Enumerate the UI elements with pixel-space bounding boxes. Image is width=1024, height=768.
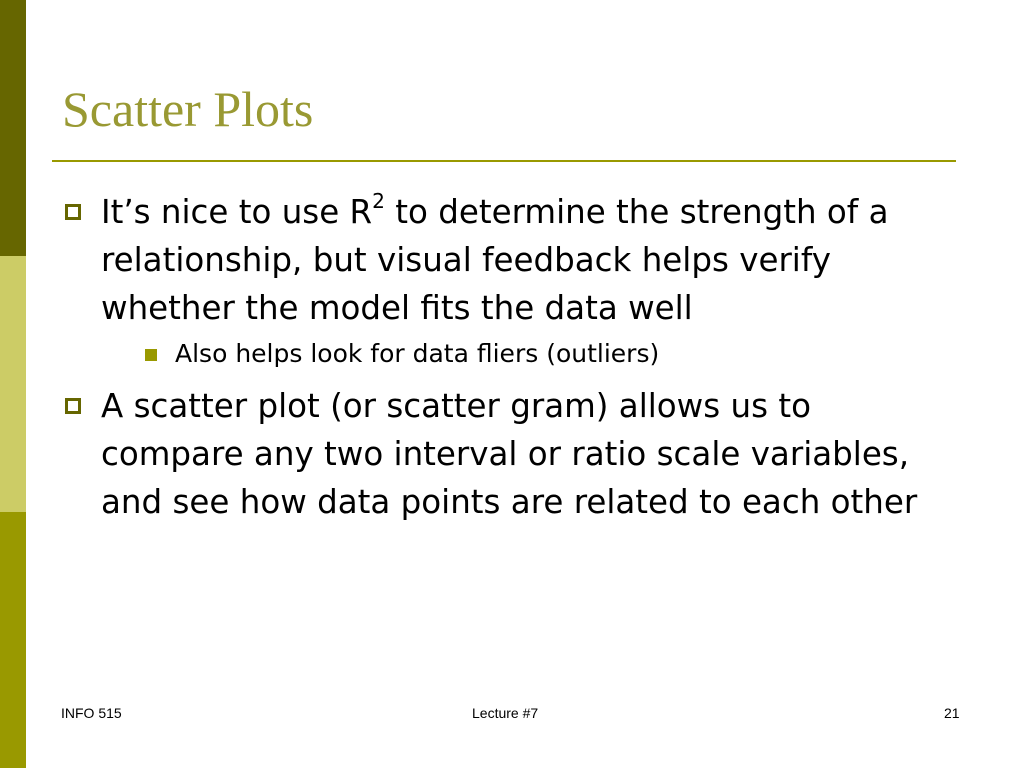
bullet-text-end: to determine the strength of a relationship, but visual feedback helps verify whether the model fits the data well [101, 193, 889, 327]
bullet-text: A scatter plot (or scatter gram) allows us to compare any two interval or ratio scale variables, and see how data points are related to each other [101, 387, 918, 521]
sub-bullet-item [145, 332, 942, 376]
superscript: 2 [372, 189, 385, 214]
bullet-text-start: It’s nice to use R [101, 193, 373, 231]
footer-lecture: Lecture #7 [472, 705, 539, 721]
bullet-item [62, 188, 942, 332]
footer-course: INFO 515 [61, 705, 122, 721]
slide-body [62, 188, 942, 526]
footer-page-number: 21 [944, 705, 960, 721]
title-divider [52, 160, 956, 162]
decorative-stripe-top [0, 0, 26, 256]
hollow-square-bullet-icon [65, 204, 81, 220]
sub-bullet-text: Also helps look for data fliers (outliers) [175, 339, 660, 368]
decorative-stripe-middle [0, 256, 26, 512]
decorative-stripe-bottom [0, 512, 26, 768]
hollow-square-bullet-icon [65, 398, 81, 414]
slide-title: Scatter Plots [62, 81, 314, 137]
filled-square-bullet-icon [145, 349, 157, 361]
bullet-item [62, 382, 942, 526]
